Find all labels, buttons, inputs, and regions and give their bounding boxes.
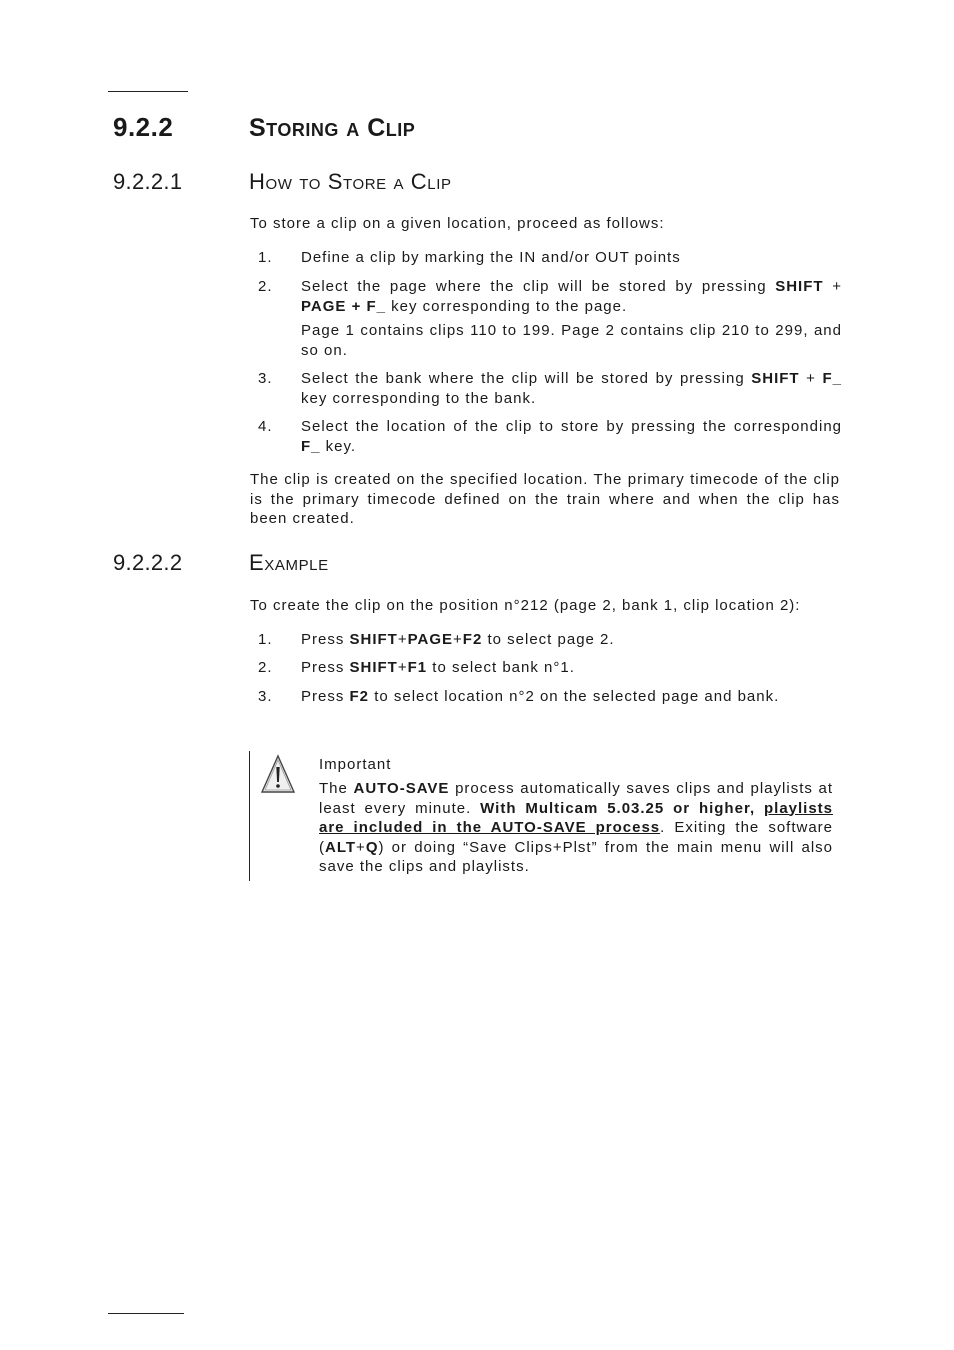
subsection-title: How to Store a Clip (249, 169, 452, 194)
example-intro: To create the clip on the position n°212 (page 2, bank 1, clip location 2): (250, 597, 801, 614)
key-shift: SHIFT (751, 370, 800, 387)
step-text: Define a clip by marking the IN and/or OUT points (301, 249, 681, 266)
step-number: 1. (258, 631, 273, 648)
note-bar (249, 751, 250, 881)
step-number: 2. (258, 659, 273, 676)
step-text: Press F2 to select location n°2 on the selected page and bank. (301, 688, 780, 705)
key-shift: SHIFT (775, 278, 824, 295)
subsection-heading-example (113, 550, 329, 576)
outro-paragraph: The clip is created on the specified location. The primary timecode of the clip is the primary timecode defined on the train where and when the clip has been created. (250, 471, 840, 527)
step-note: Page 1 contains clips 110 to 199. Page 2 contains clip 210 to 299, and so on. (301, 322, 842, 359)
step-text: Press SHIFT+PAGE+F2 to select page 2. (301, 631, 615, 648)
header-rule (108, 91, 188, 92)
step-text: Select the bank where the clip will be stored by pressing SHIFT + F_ key corresponding to the bank. (301, 370, 842, 407)
subsection-number: 9.2.2.2 (113, 550, 183, 575)
section-heading (113, 112, 415, 143)
step-number: 4. (258, 418, 273, 435)
key-f: F_ (822, 370, 842, 387)
subsection-heading-how-to (113, 169, 452, 195)
note-body: The AUTO-SAVE process automatically saves clips and playlists at least every minute. With Multicam 5.03.25 or higher, playlists are included in the AUTO-SAVE process. Exiting the software (ALT+Q) or doing “Save Clips+Plst” from the main menu will also save the clips and playlists. (319, 780, 834, 875)
subsection-title: Example (249, 550, 329, 575)
footer-rule (108, 1313, 184, 1314)
intro-paragraph: To store a clip on a given location, proceed as follows: (250, 215, 665, 232)
key-page-f: PAGE + F_ (301, 297, 386, 315)
step-number: 3. (258, 370, 273, 387)
subsection-number: 9.2.2.1 (113, 169, 183, 194)
step-number: 3. (258, 688, 273, 705)
section-number: 9.2.2 (113, 112, 174, 142)
step-text: Select the page where the clip will be stored by pressing SHIFT + PAGE + F_ key corresponding to the page. (301, 278, 842, 315)
step-number: 1. (258, 249, 273, 266)
step-text: Select the location of the clip to store by pressing the corresponding F_ key. (301, 418, 842, 455)
step-text: Press SHIFT+F1 to select bank n°1. (301, 659, 575, 676)
note-label: Important (319, 756, 392, 773)
warning-triangle-icon (260, 754, 296, 796)
step-number: 2. (258, 278, 273, 295)
section-title: Storing a Clip (249, 114, 416, 142)
key-f: F_ (301, 437, 321, 455)
